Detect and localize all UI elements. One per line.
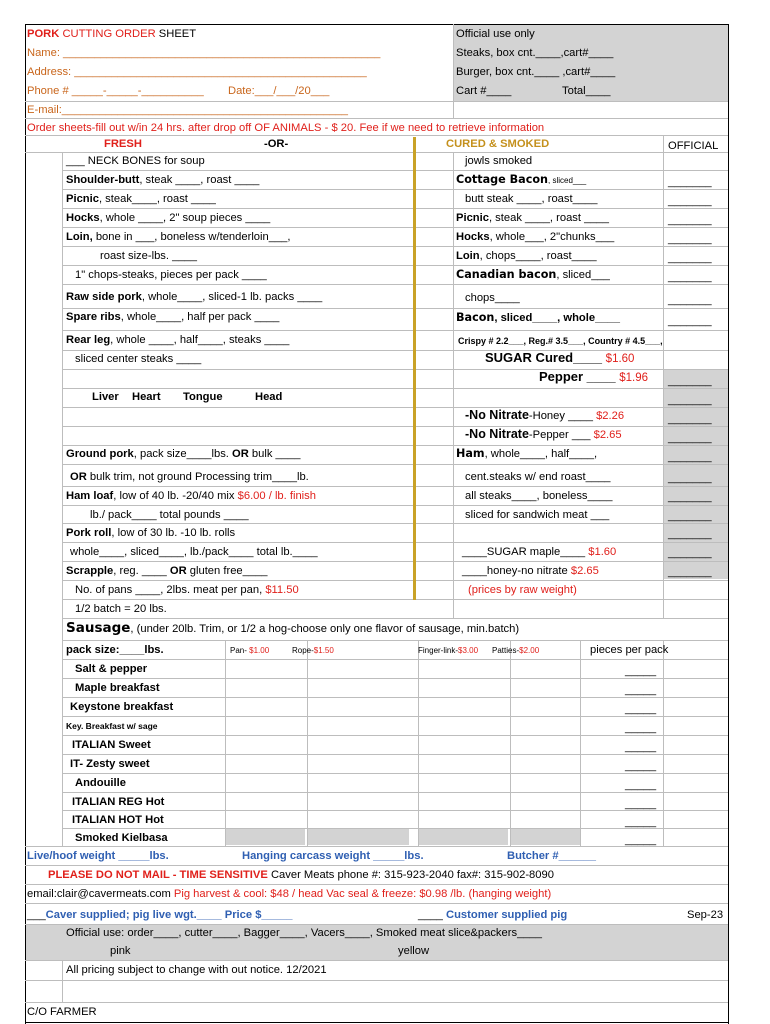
sausage-flavor: Maple breakfast: [75, 682, 160, 694]
official-blank[interactable]: _______: [668, 432, 712, 444]
pieces-blank[interactable]: _____: [625, 816, 657, 828]
official-blank[interactable]: _______: [668, 413, 712, 425]
pan-price: Pan- $1.00: [230, 646, 270, 655]
name-field[interactable]: Name: ___________________________________________________: [27, 47, 381, 59]
sausage-flavor: Key. Breakfast w/ sage: [66, 721, 158, 731]
official-line: Cart #____: [456, 85, 512, 97]
ham-loaf: Ham loaf, low of 40 lb. -20/40 mix $6.00 / lb. finish: [66, 490, 316, 502]
pieces-blank[interactable]: _____: [625, 741, 657, 753]
cured-chops: chops____: [465, 292, 520, 304]
sliced-center: sliced center steaks ____: [75, 353, 202, 365]
sausage-pack-size: pack size:____lbs.: [66, 644, 164, 656]
official-blank[interactable]: _______: [668, 214, 712, 226]
rear-leg: Rear leg, whole ____, half____, steaks ____: [66, 334, 290, 346]
bacon: Bacon, sliced____, whole____: [456, 311, 620, 324]
cured-picnic: Picnic, steak ____, roast ____: [456, 212, 610, 224]
cured-header: CURED & SMOKED: [446, 138, 550, 150]
official-blank[interactable]: _______: [668, 252, 712, 264]
no-nitrate-honey: -No Nitrate-Honey ____ $2.26: [465, 408, 625, 422]
bulk-trim: OR bulk trim, not ground Processing trim____lb.: [70, 471, 309, 483]
spare-ribs: Spare ribs, whole____, half per pack ____: [66, 311, 280, 323]
official-blank[interactable]: _______: [668, 315, 712, 327]
picnic: Picnic, steak____, roast ____: [66, 193, 216, 205]
gray-cell: [307, 828, 409, 845]
official-blank[interactable]: _______: [668, 195, 712, 207]
date-field[interactable]: Date:___/___/20___: [228, 85, 330, 97]
scrapple: Scrapple, reg. ____ OR gluten free____: [66, 565, 268, 577]
loin: Loin, bone in ___, boneless w/tenderloin___,: [66, 231, 291, 243]
revision-date: Sep-23: [687, 909, 724, 921]
cottage-bacon: Cottage Bacon, sliced___: [456, 173, 587, 186]
pieces-blank[interactable]: _____: [625, 834, 657, 846]
official-blank[interactable]: _______: [668, 271, 712, 283]
official-blank[interactable]: _______: [668, 510, 712, 522]
official-line: Steaks, box cnt.____,cart#____: [456, 47, 614, 59]
official-blank[interactable]: _______: [668, 547, 712, 559]
no-nitrate-pepper: -No Nitrate-Pepper ___ $2.65: [465, 427, 622, 441]
customer-supplied: ____ Customer supplied pig: [418, 909, 568, 921]
jowls-smoked: jowls smoked: [465, 155, 533, 167]
live-weight[interactable]: Live/hoof weight _____lbs.: [27, 850, 169, 862]
email-pricing-line: email:clair@cavermeats.com Pig harvest & cool: $48 / head Vac seal & freeze: $0.98 /lb. (hanging weight): [27, 888, 552, 900]
phone-field[interactable]: Phone # _____-_____-__________: [27, 85, 204, 97]
organ-heart: Heart: [132, 391, 161, 403]
pieces-blank[interactable]: _____: [625, 722, 657, 734]
raw-weight-note: (prices by raw weight): [468, 584, 577, 596]
contact-line: PLEASE DO NOT MAIL - TIME SENSITIVE Caver Meats phone #: 315-923-2040 fax#: 315-902-8090: [48, 869, 554, 881]
sausage-flavor: Salt & pepper: [75, 663, 148, 675]
sausage-flavor: Keystone breakfast: [70, 701, 174, 713]
ham: Ham, whole____, half____,: [456, 447, 598, 460]
gray-cell: [510, 828, 580, 845]
sugar-cured: SUGAR Cured____ $1.60: [485, 350, 635, 365]
official-blank[interactable]: _______: [668, 233, 712, 245]
pork-roll: Pork roll, low of 30 lb. -10 lb. rolls: [66, 527, 236, 539]
no-of-pans: No. of pans ____, 2lbs. meat per pan, $11.50: [75, 584, 299, 596]
pieces-per-pack: pieces per pack: [590, 644, 669, 656]
sugar-maple: ____SUGAR maple____ $1.60: [462, 546, 617, 558]
sausage-flavor: ITALIAN REG Hot: [72, 796, 165, 808]
center-steaks: cent.steaks w/ end roast____: [465, 471, 611, 483]
butcher-number[interactable]: Butcher #______: [507, 850, 596, 862]
sausage-flavor: ITALIAN Sweet: [72, 739, 151, 751]
gray-cell: [225, 828, 305, 845]
cured-hocks: Hocks, whole___, 2"chunks___: [456, 231, 615, 243]
raw-side-pork: Raw side pork, whole____, sliced-1 lb. packs ____: [66, 291, 323, 303]
official-blank[interactable]: _______: [668, 566, 712, 578]
caver-supplied: ___Caver supplied; pig live wgt.____ Price $_____: [27, 909, 293, 921]
official-line: Total____: [562, 85, 611, 97]
chops-steaks: 1" chops-steaks, pieces per pack ____: [75, 269, 267, 281]
pieces-blank[interactable]: _____: [625, 703, 657, 715]
all-steaks: all steaks____, boneless____: [465, 490, 613, 502]
official-line: Burger, box cnt.____ ,cart#____: [456, 66, 616, 78]
official-header: OFFICIAL: [668, 140, 719, 152]
rope-price: Rope-$1.50: [292, 646, 334, 655]
pieces-blank[interactable]: _____: [625, 665, 657, 677]
lb-per-pack: lb./ pack____ total pounds ____: [90, 509, 249, 521]
honey-no-nitrate: ____honey-no nitrate $2.65: [462, 565, 599, 577]
page-title: PORK CUTTING ORDER SHEET: [27, 28, 197, 40]
ground-pork: Ground pork, pack size____lbs. OR bulk ____: [66, 448, 301, 460]
order-note: Order sheets-fill out w/in 24 hrs. after drop off OF ANIMALS - $ 20. Fee if we need to retrieve information: [27, 122, 545, 134]
sausage-flavor: ITALIAN HOT Hot: [72, 814, 164, 826]
hocks: Hocks, whole ____, 2" soup pieces ____: [66, 212, 271, 224]
pieces-blank[interactable]: _____: [625, 760, 657, 772]
official-blank[interactable]: _______: [668, 294, 712, 306]
official-line: Official use only: [456, 28, 535, 40]
address-field[interactable]: Address: _______________________________________________: [27, 66, 367, 78]
bacon-thickness: Crispy # 2.2___, Reg.# 3.5___, Country # 4.5___,: [458, 336, 663, 346]
official-blank[interactable]: _______: [668, 394, 712, 406]
official-blank[interactable]: _______: [668, 375, 712, 387]
pricing-notice: All pricing subject to change with out notice. 12/2021: [66, 964, 327, 976]
pepper-cured: Pepper ____ $1.96: [539, 369, 649, 384]
shoulder-butt: Shoulder-butt, steak ____, roast ____: [66, 174, 260, 186]
neck-bones: ___ NECK BONES for soup: [66, 155, 205, 167]
sausage-flavor: IT- Zesty sweet: [70, 758, 150, 770]
hanging-weight[interactable]: Hanging carcass weight _____lbs.: [242, 850, 424, 862]
official-blank[interactable]: _______: [668, 176, 712, 188]
official-blank[interactable]: _______: [668, 451, 712, 463]
co-farmer: C/O FARMER: [27, 1006, 97, 1018]
sausage-title: Sausage, (under 20lb. Trim, or 1/2 a hog-choose only one flavor of sausage, min.batch): [66, 620, 520, 636]
organ-head: Head: [255, 391, 283, 403]
cured-loin: Loin, chops____, roast____: [456, 250, 597, 262]
pieces-blank[interactable]: _____: [625, 798, 657, 810]
email-field[interactable]: E-mail:______________________________________________: [27, 104, 349, 116]
or-header: -OR-: [264, 138, 289, 150]
sandwich-meat: sliced for sandwich meat ___: [465, 509, 610, 521]
organ-tongue: Tongue: [183, 391, 223, 403]
patties-price: Patties-$2.00: [492, 646, 540, 655]
roast-size: roast size-lbs. ____: [100, 250, 198, 262]
official-blank[interactable]: _______: [668, 472, 712, 484]
yellow-copy: yellow: [398, 945, 430, 957]
pieces-blank[interactable]: _____: [625, 779, 657, 791]
organ-liver: Liver: [92, 391, 119, 403]
canadian-bacon: Canadian bacon, sliced___: [456, 268, 610, 281]
butt-steak: butt steak ____, roast____: [465, 193, 598, 205]
pieces-blank[interactable]: _____: [625, 684, 657, 696]
fresh-header: FRESH: [104, 138, 142, 150]
gray-cell: [418, 828, 508, 845]
sausage-flavor: Andouille: [75, 777, 126, 789]
official-blank[interactable]: _______: [668, 528, 712, 540]
official-use-line: Official use: order____, cutter____, Bagger____, Vacers____, Smoked meat slice&packers____: [66, 927, 542, 939]
finger-link-price: Finger-link-$3.00: [418, 646, 479, 655]
column-divider: [413, 137, 416, 600]
pink-copy: pink: [110, 945, 131, 957]
half-batch: 1/2 batch = 20 lbs.: [75, 603, 167, 615]
official-blank[interactable]: _______: [668, 491, 712, 503]
pork-roll-options: whole____, sliced____, lb./pack____ total lb.____: [70, 546, 318, 558]
sausage-flavor: Smoked Kielbasa: [75, 832, 168, 844]
